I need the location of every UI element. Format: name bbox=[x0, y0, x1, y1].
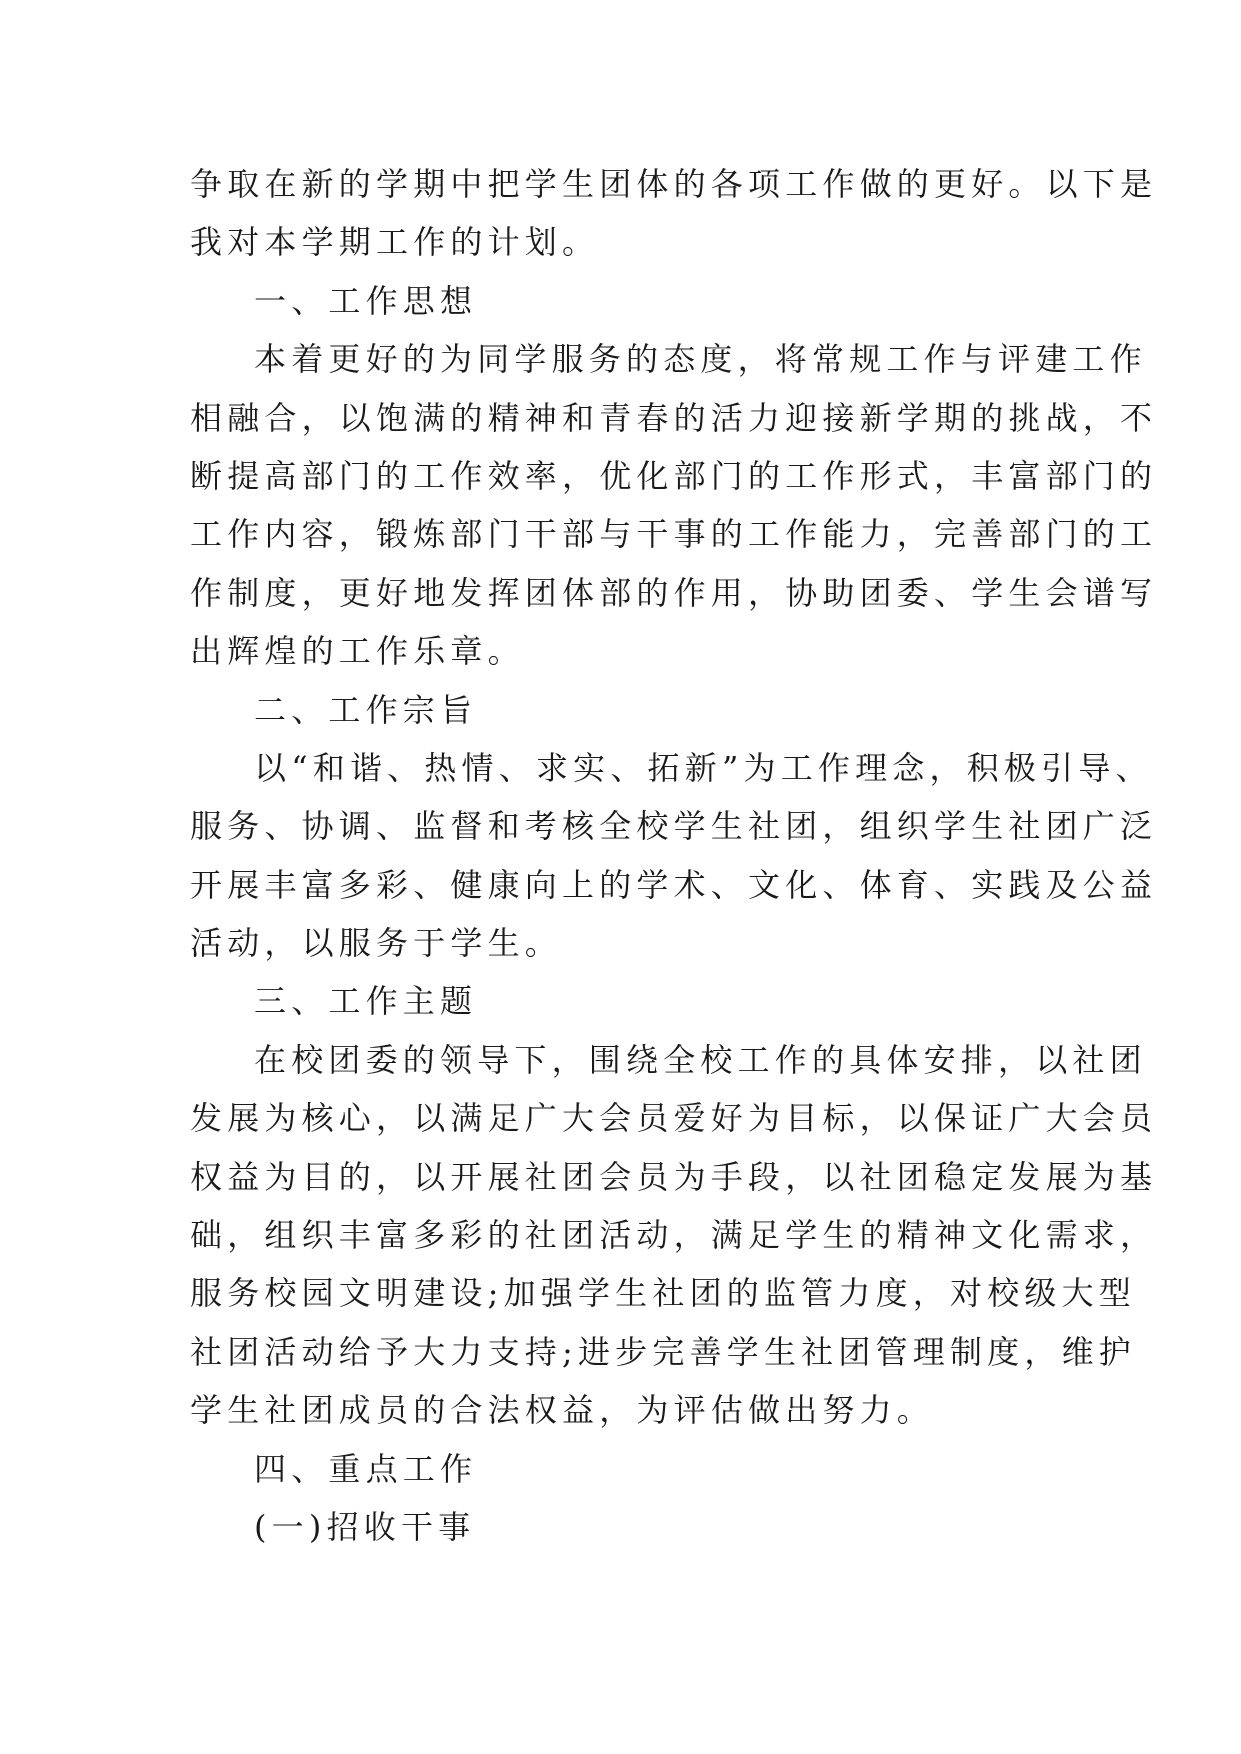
text-line: 断提高部门的工作效率，优化部门的工作形式，丰富部门的 bbox=[190, 456, 1158, 495]
text-line: 服务校园文明建设;加强学生社团的监管力度，对校级大型 bbox=[190, 1274, 1136, 1313]
text-line: 二、工作宗旨 bbox=[254, 690, 478, 729]
text-line: 开展丰富多彩、健康向上的学术、文化、体育、实践及公益 bbox=[190, 865, 1158, 904]
text-line: 学生社团成员的合法权益，为评估做出努力。 bbox=[190, 1391, 935, 1430]
text-line: 权益为目的，以开展社团会员为手段，以社团稳定发展为基 bbox=[190, 1157, 1158, 1196]
text-line: 服务、协调、监督和考核全校学生社团，组织学生社团广泛 bbox=[190, 807, 1158, 846]
text-line: 在校团委的领导下，围绕全校工作的具体安排，以社团 bbox=[254, 1040, 1147, 1079]
text-line: 争取在新的学期中把学生团体的各项工作做的更好。以下是 bbox=[190, 165, 1158, 203]
text-line: 相融合，以饱满的精神和青春的活力迎接新学期的挑战，不 bbox=[190, 398, 1158, 437]
text-line: 出辉煌的工作乐章。 bbox=[190, 632, 525, 671]
text-line: 作制度，更好地发挥团体部的作用，协助团委、学生会谱写 bbox=[190, 573, 1158, 612]
text-line: 以“和谐、热情、求实、拓新”为工作理念，积极引导、 bbox=[254, 748, 1153, 787]
text-line: 三、工作主题 bbox=[254, 982, 478, 1021]
text-line: 我对本学期工作的计划。 bbox=[190, 223, 600, 262]
text-line: 四、重点工作 bbox=[254, 1449, 478, 1488]
text-line: 一、工作思想 bbox=[254, 281, 478, 320]
text-line: 工作内容，锻炼部门干部与干事的工作能力，完善部门的工 bbox=[190, 515, 1158, 554]
document-body bbox=[190, 155, 1158, 1556]
text-line: 社团活动给予大力支持;进步完善学生社团管理制度，维护 bbox=[190, 1332, 1136, 1371]
text-line: 发展为核心，以满足广大会员爱好为目标，以保证广大会员 bbox=[190, 1099, 1158, 1138]
text-line: 活动，以服务于学生。 bbox=[190, 924, 563, 963]
text-line: 础，组织丰富多彩的社团活动，满足学生的精神文化需求， bbox=[190, 1216, 1158, 1255]
text-line: 本着更好的为同学服务的态度，将常规工作与评建工作 bbox=[254, 340, 1147, 379]
text-line: (一)招收干事 bbox=[254, 1507, 476, 1546]
